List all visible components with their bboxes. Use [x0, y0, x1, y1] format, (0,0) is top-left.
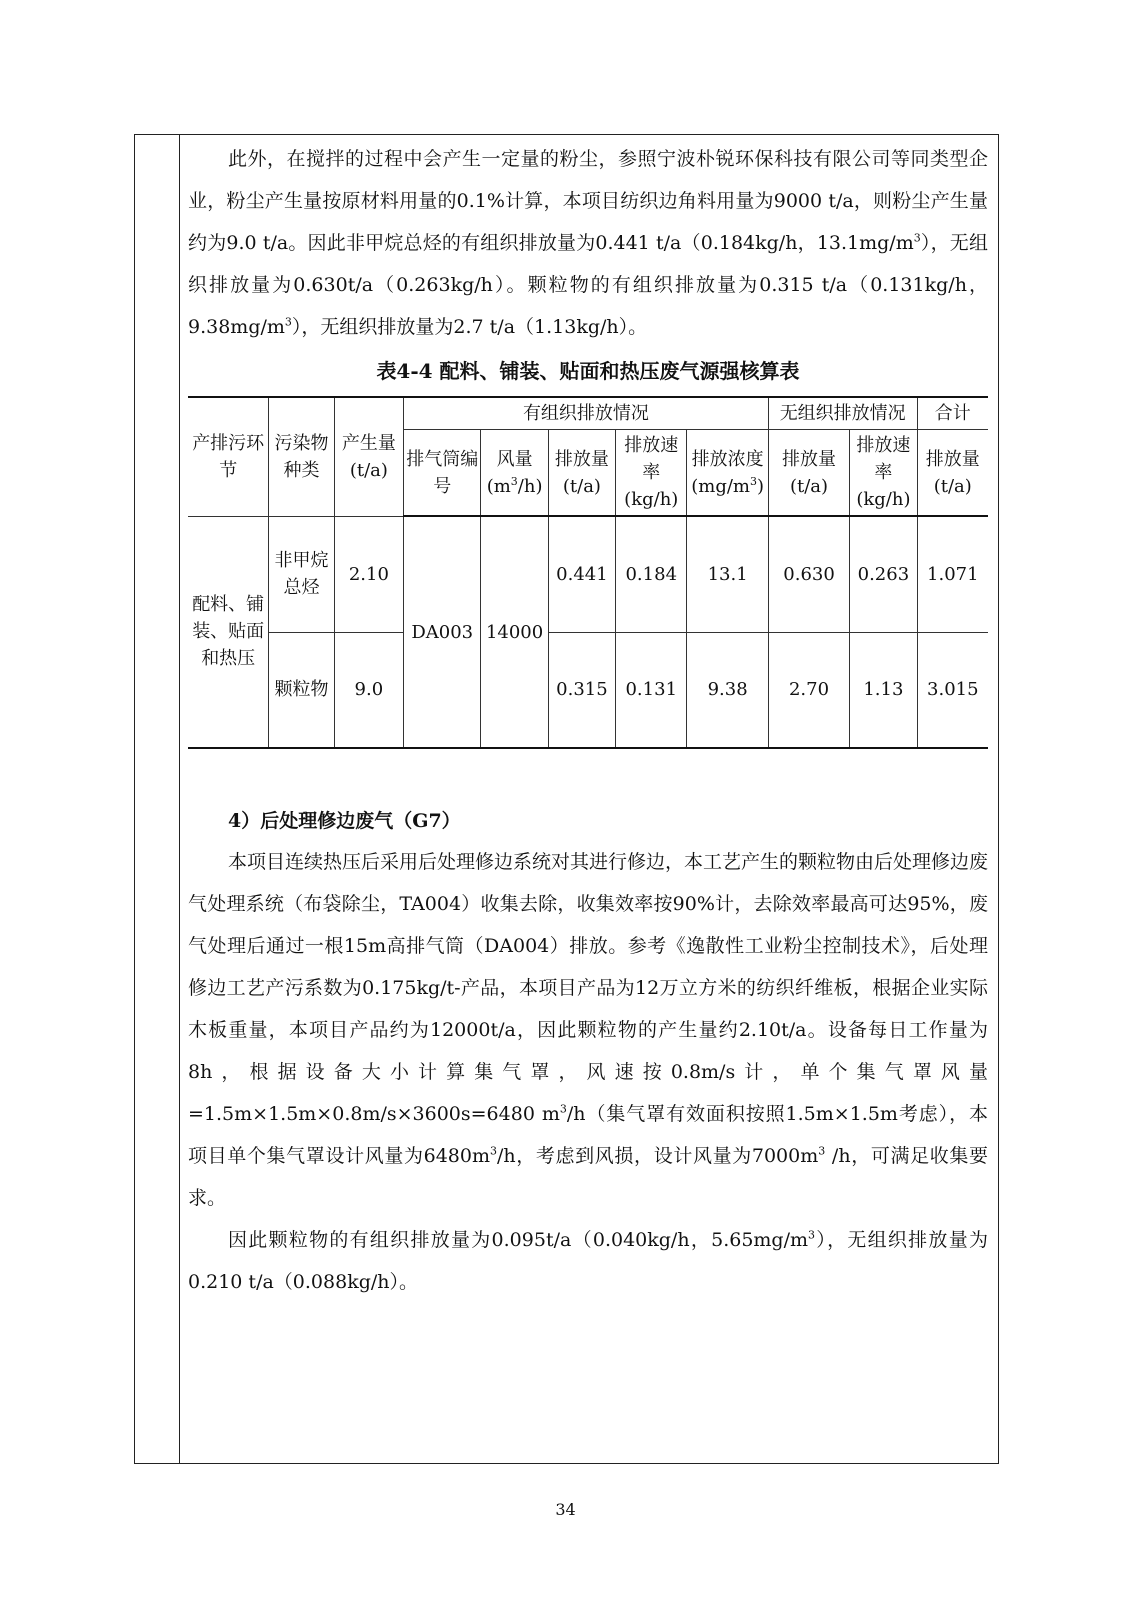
section-paragraph-1 — [188, 841, 988, 1219]
fug-rate-cell: 0.263 — [850, 516, 917, 632]
table-row — [188, 632, 988, 748]
total-cell: 1.071 — [917, 516, 988, 632]
header-org-amount: 排放量(t/a) — [548, 430, 615, 517]
header-fugitive: 无组织排放情况 — [768, 397, 917, 430]
intro-text-1: 此外，在搅拌的过程中会产生一定量的粉尘，参照宁波朴锐环保科技有限公司等同类型企业，粉尘产生量按原材料用量的0.1%计算，本项目纺织边角料用量为9000 t/a，则粉尘产生量约为9.0 t/a。因此非甲烷总烃的有组织排放量为0.441 t/a（0.184kg/h，13.1mg/m — [188, 148, 988, 254]
section-text-6: ），无组织排放量为0.210 t/a（0.088kg/h）。 — [188, 1229, 988, 1293]
table-caption: 表4-4 配料、铺装、贴面和热压废气源强核算表 — [376, 359, 800, 383]
header-total-amount: 排放量(t/a) — [917, 430, 988, 517]
header-airflow — [481, 430, 548, 517]
total-cell: 3.015 — [917, 632, 988, 748]
superscript: 3 — [559, 1102, 567, 1116]
generation-cell: 2.10 — [334, 516, 403, 632]
process-name-cell: 配料、铺装、贴面和热压 — [188, 516, 269, 748]
fug-rate-cell: 1.13 — [850, 632, 917, 748]
conc-label: 排放浓度 — [691, 448, 764, 470]
section-text-5: 因此颗粒物的有组织排放量为0.095t/a（0.040kg/h，5.65mg/m — [228, 1229, 809, 1251]
superscript: 3 — [913, 231, 921, 245]
airflow-unit: (m — [486, 475, 511, 497]
pollutant-cell: 颗粒物 — [269, 632, 334, 748]
org-amount-cell: 0.441 — [548, 516, 615, 632]
header-pollutant: 污染物种类 — [269, 397, 334, 516]
header-fug-amount: 排放量(t/a) — [768, 430, 849, 517]
generation-cell: 9.0 — [334, 632, 403, 748]
airflow-unit-end: /h) — [517, 475, 543, 497]
airflow-label: 风量 — [496, 448, 533, 470]
page-number: 34 — [555, 1500, 576, 1519]
intro-text-2: ），无组织排放量为0.630t/a（0.263kg/h）。颗粒物的有组织排放量为0.315 t/a（0.131kg/h，9.38mg/m — [188, 232, 988, 338]
intro-text-3: ），无组织排放量为2.7 t/a（1.13kg/h）。 — [291, 316, 648, 338]
table-header-row — [188, 397, 988, 430]
superscript: 3 — [808, 1228, 816, 1242]
header-generation: 产生量(t/a) — [334, 397, 403, 516]
emission-table — [188, 396, 988, 749]
table-row — [188, 516, 988, 632]
superscript: 3 — [818, 1144, 826, 1158]
fug-amount-cell: 0.630 — [768, 516, 849, 632]
section-text-3: /h，考虑到风损，设计风量为7000m — [496, 1145, 819, 1167]
header-process: 产排污环节 — [188, 397, 269, 516]
pollutant-cell: 非甲烷总烃 — [269, 516, 334, 632]
airflow-cell: 14000 — [481, 516, 548, 748]
content-area — [188, 138, 988, 1303]
section-heading: 4）后处理修边废气（G7） — [228, 810, 461, 832]
superscript: 3 — [489, 1144, 497, 1158]
org-amount-cell: 0.315 — [548, 632, 615, 748]
section-paragraph-2 — [188, 1219, 988, 1303]
intro-paragraph — [188, 138, 988, 348]
section-text-2: /h（集气罩有效面积按照1.5m×1.5m考虑），本项目单个集气罩设计风量为6480m — [188, 1103, 989, 1167]
header-total: 合计 — [917, 397, 988, 430]
header-fug-rate: 排放速率(kg/h) — [850, 430, 917, 517]
conc-unit-end: ) — [756, 475, 765, 497]
spacer — [188, 749, 988, 801]
org-conc-cell: 9.38 — [687, 632, 768, 748]
header-org-rate: 排放速率(kg/h) — [616, 430, 687, 517]
superscript: 3 — [284, 315, 292, 329]
header-organized: 有组织排放情况 — [404, 397, 769, 430]
org-rate-cell: 0.131 — [616, 632, 687, 748]
conc-unit: (mg/m — [691, 475, 750, 497]
superscript: 3 — [749, 474, 757, 488]
section-text-4: /h，可满足收集要求。 — [188, 1145, 989, 1209]
fug-amount-cell: 2.70 — [768, 632, 849, 748]
frame-left-column-divider — [179, 135, 180, 1463]
stack-cell: DA003 — [404, 516, 481, 748]
org-rate-cell: 0.184 — [616, 516, 687, 632]
section-text-1: 本项目连续热压后采用后处理修边系统对其进行修边，本工艺产生的颗粒物由后处理修边废气处理系统（布袋除尘，TA004）收集去除，收集效率按90%计，去除效率最高可达95%，废气处理后通过一根15m高排气筒（DA004）排放。参考《逸散性工业粉尘控制技术》，后处理修边工艺产污系数为0.175kg/t-产品，本项目产品为12万立方米的纺织纤维板，根据企业实际木板重量，本项目产品约为12000t/a，因此颗粒物的产生量约2.10t/a。设备每日工作量为8h，根据设备大小计算集气罩，风速按0.8m/s计，单个集气罩风量=1.5m×1.5m×0.8m/s×3600s=6480 m — [188, 851, 989, 1125]
header-org-conc — [687, 430, 768, 517]
org-conc-cell: 13.1 — [687, 516, 768, 632]
header-stack-no: 排气筒编号 — [404, 430, 481, 517]
superscript: 3 — [510, 474, 518, 488]
